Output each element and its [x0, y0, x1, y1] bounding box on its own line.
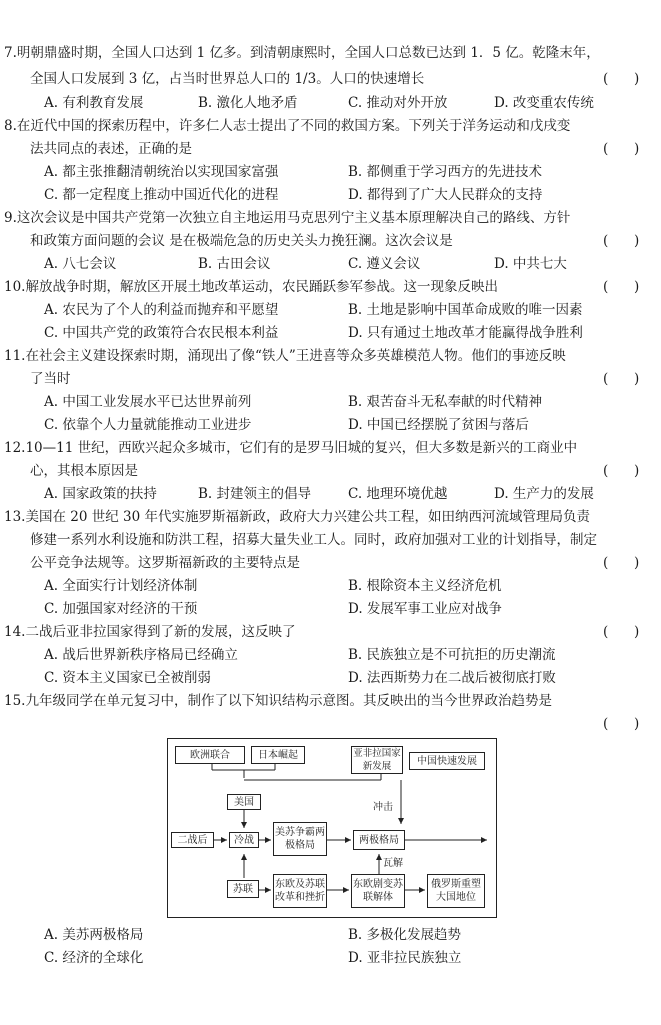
q12-stem-line1: 12.10—11 世纪，西欧兴起众多城市，它们有的是罗马旧城的复兴，但大多数是新兴的工商业中 — [4, 440, 578, 456]
q14-option-c[interactable]: C. 资本主义国家已全被削弱 — [44, 670, 211, 686]
q15-option-c[interactable]: C. 经济的全球化 — [44, 950, 144, 966]
coldwar-box: 冷战 — [229, 832, 259, 848]
q10-option-d[interactable]: D. 只有通过土地改革才能赢得战争胜利 — [348, 325, 583, 341]
q9-answer-blank[interactable]: ( ) — [603, 233, 640, 249]
q8-option-a[interactable]: A. 都主张推翻清朝统治以实现国家富强 — [44, 164, 279, 180]
q14-stem-line1: 14.二战后亚非拉国家得到了新的发展，这反映了 — [4, 624, 296, 640]
q9-option-c[interactable]: C. 遵义会议 — [348, 256, 421, 272]
q9-stem-line1: 9.这次会议是中国共产党第一次独立自主地运用马克思列宁主义基本原理解决自己的路线、方针 — [4, 210, 571, 226]
q11-stem-line2: 了当时 — [30, 371, 71, 387]
q13-stem-line2: 修建一系列水利设施和防洪工程，招募大量失业工人。同时，政府加强对工业的计划指导，制定 — [30, 532, 597, 548]
q12-answer-blank[interactable]: ( ) — [603, 463, 640, 479]
q14-option-a[interactable]: A. 战后世界新秩序格局已经确立 — [44, 647, 238, 663]
q12-stem-line2: 心，其根本原因是 — [30, 463, 138, 479]
q12-option-d[interactable]: D. 生产力的发展 — [494, 486, 594, 502]
q7-option-d[interactable]: D. 改变重农传统 — [494, 95, 594, 111]
q14-answer-blank[interactable]: ( ) — [603, 624, 640, 640]
q10-option-c[interactable]: C. 中国共产党的政策符合农民根本利益 — [44, 325, 279, 341]
q11-stem-line1: 11.在社会主义建设探索时期，涌现出了像“铁人”王进喜等众多英雄模范人物。他们的事迹反映 — [4, 348, 566, 364]
q9-option-d[interactable]: D. 中共七大 — [494, 256, 567, 272]
q11-option-c[interactable]: C. 依靠个人力量就能推动工业进步 — [44, 417, 252, 433]
q15-option-d[interactable]: D. 亚非拉民族独立 — [348, 950, 462, 966]
q11-answer-blank[interactable]: ( ) — [603, 371, 640, 387]
q15-answer-blank[interactable]: ( ) — [603, 716, 640, 732]
rivalry-box: 美苏争霸两极格局 — [273, 822, 327, 856]
q13-answer-blank[interactable]: ( ) — [603, 555, 640, 571]
q7-option-a[interactable]: A. 有利教育发展 — [44, 95, 144, 111]
usa-box: 美国 — [227, 794, 261, 810]
q8-stem-line2: 法共同点的表述，正确的是 — [30, 141, 192, 157]
china-box: 中国快速发展 — [409, 752, 485, 770]
eu-box: 欧洲联合 — [175, 746, 245, 764]
russia-box: 俄罗斯重塑大国地位 — [427, 874, 485, 908]
q14-option-b[interactable]: B. 民族独立是不可抗拒的历史潮流 — [348, 647, 556, 663]
q15-option-a[interactable]: A. 美苏两极格局 — [44, 927, 144, 943]
postwar-box: 二战后 — [171, 832, 214, 848]
q7-stem-line1: 7.明朝鼎盛时期，全国人口达到 1 亿多。到清朝康熙时，全国人口总数已达到 1．5 亿。乾隆末年， — [4, 45, 600, 61]
q11-option-b[interactable]: B. 艰苦奋斗无私奉献的时代精神 — [348, 394, 543, 410]
reform-box: 东欧及苏联改革和挫折 — [273, 874, 327, 908]
upheaval-box: 东欧剧变苏联解体 — [351, 874, 405, 908]
q13-option-c[interactable]: C. 加强国家对经济的干预 — [44, 601, 198, 617]
q12-option-a[interactable]: A. 国家政策的扶持 — [44, 486, 157, 502]
q8-stem-line1: 8.在近代中国的探索历程中，许多仁人志士提出了不同的救国方案。下列关于洋务运动和戊戌变 — [4, 118, 571, 134]
q10-stem-line1: 10.解放战争时期，解放区开展土地改革运动，农民踊跃参军参战。这一现象反映出 — [4, 279, 498, 295]
q13-option-b[interactable]: B. 根除资本主义经济危机 — [348, 578, 502, 594]
q10-option-a[interactable]: A. 农民为了个人的利益而抛弃和平愿望 — [44, 302, 279, 318]
q9-stem-line2: 和政策方面问题的会议 是在极端危急的历史关头力挽狂澜。这次会议是 — [30, 233, 453, 249]
q13-stem-line1: 13.美国在 20 世纪 30 年代实施罗斯福新政，政府大力兴建公共工程，如田纳西河流域管理局负责 — [4, 509, 590, 525]
q10-answer-blank[interactable]: ( ) — [603, 279, 640, 295]
q8-answer-blank[interactable]: ( ) — [603, 141, 640, 157]
q11-option-d[interactable]: D. 中国已经摆脱了贫困与落后 — [348, 417, 529, 433]
q9-option-a[interactable]: A. 八七会议 — [44, 256, 117, 272]
bipolar-box: 两极格局 — [353, 830, 405, 850]
q7-option-b[interactable]: B. 激化人地矛盾 — [198, 95, 298, 111]
q12-option-c[interactable]: C. 地理环境优越 — [348, 486, 448, 502]
q15-stem-line1: 15.九年级同学在单元复习中，制作了以下知识结构示意图。其反映出的当今世界政治趋势是 — [4, 693, 552, 709]
q8-option-b[interactable]: B. 都侧重于学习西方的先进技术 — [348, 164, 543, 180]
q7-stem-line2: 全国人口发展到 3 亿，占当时世界总人口的 1/3。人口的快速增长 — [30, 71, 425, 87]
q11-option-a[interactable]: A. 中国工业发展水平已达世界前列 — [44, 394, 252, 410]
q13-stem-line3: 公平竞争法规等。这罗斯福新政的主要特点是 — [30, 555, 300, 571]
japan-box: 日本崛起 — [251, 746, 305, 764]
q13-option-a[interactable]: A. 全面实行计划经济体制 — [44, 578, 198, 594]
knowledge-structure-diagram — [167, 738, 497, 918]
collapse-label: 瓦解 — [383, 858, 403, 869]
q8-option-c[interactable]: C. 都一定程度上推动中国近代化的进程 — [44, 187, 279, 203]
q12-option-b[interactable]: B. 封建领主的倡导 — [198, 486, 312, 502]
q9-option-b[interactable]: B. 古田会议 — [198, 256, 271, 272]
impact-label: 冲击 — [373, 802, 393, 813]
ussr-box: 苏联 — [227, 880, 259, 898]
q13-option-d[interactable]: D. 发展军事工业应对战争 — [348, 601, 502, 617]
q7-answer-blank[interactable]: ( ) — [603, 71, 640, 87]
q14-option-d[interactable]: D. 法西斯势力在二战后被彻底打败 — [348, 670, 556, 686]
q7-option-c[interactable]: C. 推动对外开放 — [348, 95, 448, 111]
afro-box: 亚非拉国家新发展 — [351, 746, 403, 774]
q10-option-b[interactable]: B. 土地是影响中国革命成败的唯一因素 — [348, 302, 583, 318]
q8-option-d[interactable]: D. 都得到了广大人民群众的支持 — [348, 187, 543, 203]
q15-option-b[interactable]: B. 多极化发展趋势 — [348, 927, 462, 943]
